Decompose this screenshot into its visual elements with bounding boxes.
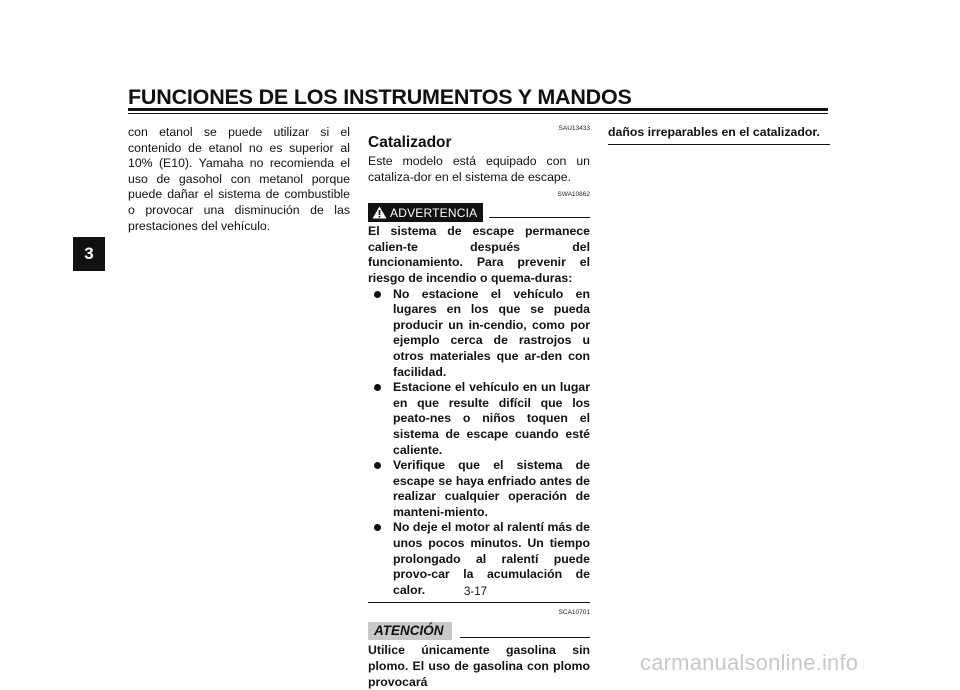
- section-heading: Catalizador: [368, 134, 452, 151]
- list-item: Verifique que el sistema de escape se haya enfriado antes de realizar cualquier operación de manteni-miento.: [374, 458, 590, 520]
- intro-paragraph: Este modelo está equipado con un cataliza-dor en el sistema de escape.: [368, 154, 590, 184]
- watermark: carmanualsonline.info: [640, 650, 859, 675]
- bullet-icon: [374, 384, 381, 391]
- caution-rule: [460, 637, 591, 638]
- list-item: No estacione el vehículo en lugares en los que se pueda producir un in-cendio, como por ejemplo cerca de rastrojos u otros materiales que ar-den con facilidad.: [374, 287, 590, 381]
- column-middle: [368, 125, 590, 690]
- caution-continued: daños irreparables en el catalizador.: [608, 125, 820, 139]
- list-item: No deje el motor al ralentí más de unos pocos minutos. Un tiempo prolongado al ralentí puede provo-car la acumulación de calor.: [374, 520, 590, 598]
- caution-header: [368, 622, 590, 640]
- page-title: FUNCIONES DE LOS INSTRUMENTOS Y MANDOS: [128, 85, 632, 109]
- section-code: SAU13433: [558, 125, 590, 132]
- fuel-paragraph: con etanol se puede utilizar si el contenido de etanol no es superior al 10% (E10). Yamaha no recomienda el uso de gasohol con metanol porque puede dañar el sistema de combustible o provocar una disminución de las prestaciones del vehículo.: [128, 125, 350, 233]
- caution-text: Utilice únicamente gasolina sin plomo. El uso de gasolina con plomo provocará: [368, 643, 590, 689]
- caution-end-rule: [608, 144, 830, 145]
- bullet-icon: [374, 462, 381, 469]
- warning-triangle-icon: [372, 206, 387, 219]
- column-left: [128, 125, 350, 234]
- caution-badge: ATENCIÓN: [368, 622, 452, 640]
- caution-code: SCA10701: [558, 609, 590, 617]
- warning-label: ADVERTENCIA: [390, 205, 478, 220]
- title-rule-thin: [128, 113, 828, 114]
- warning-text: El sistema de escape permanece calien-te después del funcionamiento. Para prevenir el riesgo de incendio o quema-duras:: [368, 224, 590, 285]
- list-item: Estacione el vehículo en un lugar en que resulte difícil que los peato-nes o niños toquen el sistema de escape cuando esté caliente.: [374, 380, 590, 458]
- column-right: [608, 125, 830, 145]
- warning-list: [368, 287, 590, 599]
- bullet-icon: [374, 291, 381, 298]
- title-rule: [128, 108, 828, 111]
- warning-rule: [489, 217, 590, 218]
- page-number: 3-17: [464, 586, 488, 598]
- warning-badge: [368, 203, 483, 222]
- chapter-tab: 3: [73, 237, 105, 271]
- bullet-icon: [374, 524, 381, 531]
- warning-code: SWA10862: [557, 191, 590, 199]
- warning-header: [368, 203, 590, 222]
- warning-end-rule: [368, 602, 590, 603]
